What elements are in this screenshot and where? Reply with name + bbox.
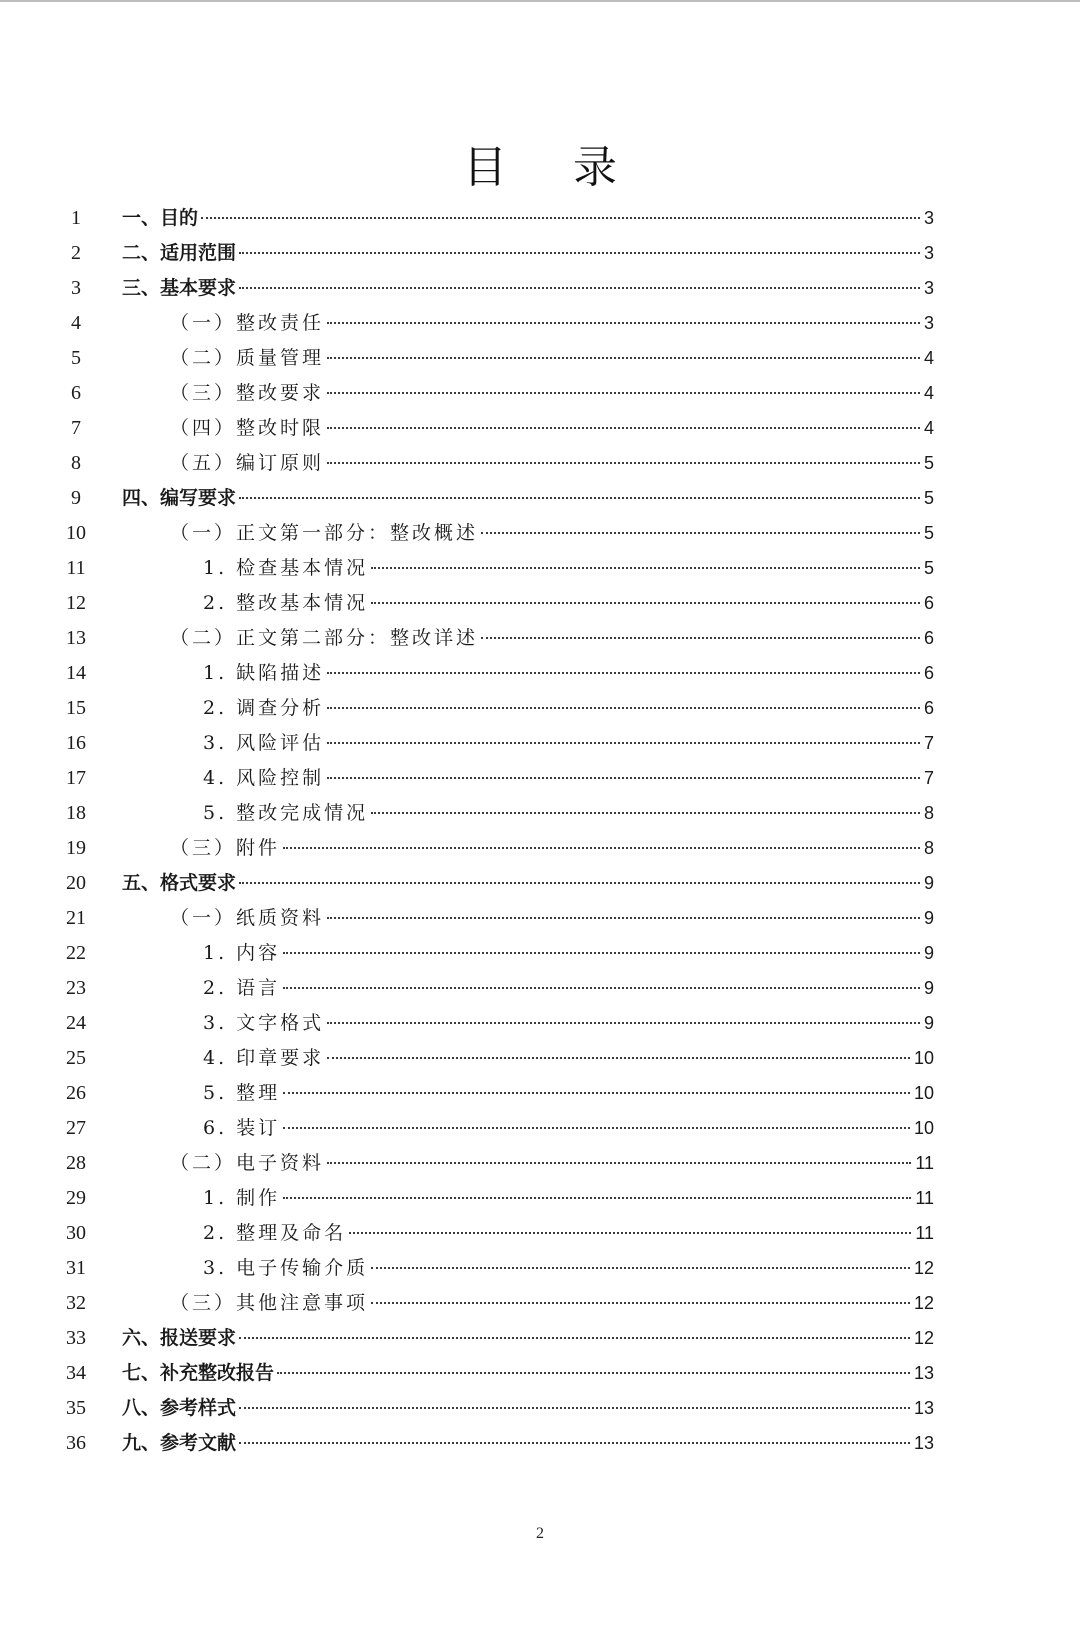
- toc-entry[interactable]: [203, 551, 934, 586]
- line-number: 14: [66, 662, 86, 684]
- toc-entry-label: 2. 调查分析: [203, 697, 325, 719]
- line-number: 31: [66, 1257, 86, 1279]
- toc-row[interactable]: [0, 901, 1080, 936]
- toc-entry-label: （二）电子资料: [170, 1152, 325, 1174]
- line-number: 28: [66, 1152, 86, 1174]
- dot-leader: [349, 1231, 911, 1234]
- toc-entry-label: 六、报送要求: [122, 1327, 237, 1349]
- dot-leader: [277, 1371, 910, 1374]
- toc-page-number: 6: [923, 663, 934, 683]
- dot-leader: [283, 1091, 910, 1094]
- toc-page-number: 10: [913, 1118, 934, 1138]
- toc-row[interactable]: [0, 831, 1080, 866]
- toc-row[interactable]: [0, 866, 1080, 901]
- toc-row[interactable]: [0, 1181, 1080, 1216]
- page-top-border: [0, 0, 1080, 2]
- dot-leader: [283, 986, 920, 989]
- toc-entry-label: 2. 整理及命名: [203, 1222, 347, 1244]
- toc-row[interactable]: [0, 796, 1080, 831]
- line-number: 35: [66, 1397, 86, 1419]
- toc-page-number: 4: [923, 383, 934, 403]
- toc-page-number: 3: [923, 278, 934, 298]
- dot-leader: [327, 356, 920, 359]
- line-number: 30: [66, 1222, 86, 1244]
- dot-leader: [327, 391, 920, 394]
- toc-entry-label: 4. 风险控制: [203, 767, 325, 789]
- dot-leader: [327, 1161, 911, 1164]
- toc-entry-label: 七、补充整改报告: [122, 1362, 275, 1384]
- line-number: 27: [66, 1117, 86, 1139]
- toc-page-number: 11: [915, 1223, 934, 1243]
- dot-leader: [327, 1021, 920, 1024]
- dot-leader: [327, 671, 920, 674]
- dot-leader: [327, 1056, 910, 1059]
- toc-page-number: 9: [923, 978, 934, 998]
- toc-entry[interactable]: [203, 1111, 934, 1146]
- toc-entry-label: 3. 风险评估: [203, 732, 325, 754]
- toc-row[interactable]: [0, 446, 1080, 481]
- toc-row[interactable]: [0, 341, 1080, 376]
- dot-leader: [239, 286, 920, 289]
- toc-page-number: 13: [913, 1398, 934, 1418]
- toc-row[interactable]: [0, 1426, 1080, 1461]
- toc-row[interactable]: [0, 306, 1080, 341]
- toc-entry[interactable]: [203, 726, 934, 761]
- toc-row[interactable]: [0, 516, 1080, 551]
- toc-row[interactable]: [0, 236, 1080, 271]
- toc-entry[interactable]: [170, 1286, 934, 1321]
- dot-leader: [283, 846, 920, 849]
- toc-row[interactable]: [0, 201, 1080, 236]
- toc-entry[interactable]: [122, 1426, 934, 1461]
- line-number: 19: [66, 837, 86, 859]
- toc-entry[interactable]: [170, 516, 934, 551]
- toc-entry[interactable]: [203, 761, 934, 796]
- toc-row[interactable]: [0, 656, 1080, 691]
- toc-entry[interactable]: [203, 691, 934, 726]
- toc-row[interactable]: [0, 1356, 1080, 1391]
- toc-entry-label: 1. 缺陷描述: [203, 662, 325, 684]
- toc-row[interactable]: [0, 761, 1080, 796]
- toc-entry-label: 3. 文字格式: [203, 1012, 325, 1034]
- toc-entry-label: 1. 制作: [203, 1187, 281, 1209]
- toc-row[interactable]: [0, 621, 1080, 656]
- line-number: 15: [66, 697, 86, 719]
- toc-entry-label: 五、格式要求: [122, 872, 237, 894]
- toc-entry[interactable]: [203, 1041, 934, 1076]
- toc-page-number: 3: [923, 208, 934, 228]
- toc-entry[interactable]: [203, 1251, 934, 1286]
- dot-leader: [371, 811, 920, 814]
- toc-page-number: 9: [923, 1013, 934, 1033]
- dot-leader: [239, 496, 920, 499]
- toc-page-number: 12: [913, 1293, 934, 1313]
- toc-row[interactable]: [0, 936, 1080, 971]
- toc-entry-label: 2. 语言: [203, 977, 281, 999]
- line-number: 36: [66, 1432, 86, 1454]
- toc-entry-label: 三、基本要求: [122, 277, 237, 299]
- toc-row[interactable]: [0, 1006, 1080, 1041]
- toc-row[interactable]: [0, 411, 1080, 446]
- toc-page-number: 12: [913, 1328, 934, 1348]
- toc-entry-label: 二、适用范围: [122, 242, 237, 264]
- dot-leader: [283, 1196, 911, 1199]
- line-number: 4: [71, 312, 81, 334]
- dot-leader: [239, 881, 920, 884]
- line-number: 33: [66, 1327, 86, 1349]
- toc-page-number: 6: [923, 593, 934, 613]
- toc-entry-label: （一）纸质资料: [170, 907, 325, 929]
- toc-row[interactable]: [0, 376, 1080, 411]
- line-number: 21: [66, 907, 86, 929]
- toc-entry[interactable]: [170, 1146, 934, 1181]
- toc-entry[interactable]: [170, 411, 934, 446]
- toc-entry-label: （四）整改时限: [170, 417, 325, 439]
- line-number: 29: [66, 1187, 86, 1209]
- line-number: 32: [66, 1292, 86, 1314]
- line-number: 8: [71, 452, 81, 474]
- toc-entry-label: 3. 电子传输介质: [203, 1257, 369, 1279]
- toc-entry[interactable]: [122, 1321, 934, 1356]
- line-number: 16: [66, 732, 86, 754]
- toc-entry[interactable]: [170, 376, 934, 411]
- toc-entry[interactable]: [203, 656, 934, 691]
- page-title: 目 录: [463, 142, 643, 193]
- toc-entry[interactable]: [122, 236, 934, 271]
- toc-entry[interactable]: [122, 1356, 934, 1391]
- line-number: 9: [71, 487, 81, 509]
- toc-entry[interactable]: [203, 936, 934, 971]
- line-number: 18: [66, 802, 86, 824]
- dot-leader: [327, 741, 920, 744]
- toc-entry-label: 八、参考样式: [122, 1397, 237, 1419]
- toc-entry[interactable]: [170, 306, 934, 341]
- toc-page-number: 9: [923, 873, 934, 893]
- toc-entry-label: （二）正文第二部分：整改详述: [170, 627, 479, 649]
- dot-leader: [481, 636, 920, 639]
- toc-row[interactable]: [0, 1146, 1080, 1181]
- toc-entry-label: 4. 印章要求: [203, 1047, 325, 1069]
- line-number: 5: [71, 347, 81, 369]
- toc-page-number: 7: [923, 733, 934, 753]
- line-number: 23: [66, 977, 86, 999]
- toc-row[interactable]: [0, 1251, 1080, 1286]
- toc-page-number: 5: [923, 523, 934, 543]
- toc-entry[interactable]: [203, 1006, 934, 1041]
- toc-page-number: 4: [923, 418, 934, 438]
- dot-leader: [283, 1126, 910, 1129]
- toc-page-number: 5: [923, 558, 934, 578]
- line-number: 25: [66, 1047, 86, 1069]
- toc-entry[interactable]: [170, 621, 934, 656]
- toc-entry[interactable]: [170, 341, 934, 376]
- toc-entry-label: 5. 整理: [203, 1082, 281, 1104]
- toc-entry[interactable]: [122, 201, 934, 236]
- dot-leader: [371, 566, 920, 569]
- toc-entry[interactable]: [122, 866, 934, 901]
- line-number: 2: [71, 242, 81, 264]
- toc-row[interactable]: [0, 551, 1080, 586]
- toc-page-number: 10: [913, 1048, 934, 1068]
- toc-entry[interactable]: [170, 901, 934, 936]
- dot-leader: [239, 251, 920, 254]
- page-number: 2: [536, 1525, 544, 1542]
- toc-entry-label: 1. 检查基本情况: [203, 557, 369, 579]
- toc-entry-label: （三）附件: [170, 837, 281, 859]
- toc-row[interactable]: [0, 1391, 1080, 1426]
- toc-row[interactable]: [0, 1216, 1080, 1251]
- toc-page-number: 11: [915, 1153, 934, 1173]
- toc-entry-label: （二）质量管理: [170, 347, 325, 369]
- line-number: 7: [71, 417, 81, 439]
- toc-page-number: 8: [923, 803, 934, 823]
- dot-leader: [327, 461, 920, 464]
- toc-entry-label: （一）整改责任: [170, 312, 325, 334]
- toc-page-number: 5: [923, 488, 934, 508]
- toc-page-number: 13: [913, 1363, 934, 1383]
- dot-leader: [239, 1406, 910, 1409]
- toc-row[interactable]: [0, 271, 1080, 306]
- toc-entry[interactable]: [203, 586, 934, 621]
- toc-entry-label: 5. 整改完成情况: [203, 802, 369, 824]
- dot-leader: [327, 321, 920, 324]
- dot-leader: [327, 706, 920, 709]
- line-number: 10: [66, 522, 86, 544]
- toc-entry-label: （一）正文第一部分：整改概述: [170, 522, 479, 544]
- dot-leader: [371, 1266, 910, 1269]
- toc-entry[interactable]: [203, 796, 934, 831]
- toc-entry-label: 四、编写要求: [122, 487, 237, 509]
- dot-leader: [371, 601, 920, 604]
- toc-entry-label: （三）整改要求: [170, 382, 325, 404]
- line-number: 20: [66, 872, 86, 894]
- toc-entry-label: 1. 内容: [203, 942, 281, 964]
- toc-entry-label: 6. 装订: [203, 1117, 281, 1139]
- toc-entry[interactable]: [203, 971, 934, 1006]
- toc-page-number: 11: [915, 1188, 934, 1208]
- toc-entry-label: （三）其他注意事项: [170, 1292, 369, 1314]
- toc-row[interactable]: [0, 1076, 1080, 1111]
- line-number: 34: [66, 1362, 86, 1384]
- toc-page-number: 4: [923, 348, 934, 368]
- toc-entry-label: （五）编订原则: [170, 452, 325, 474]
- toc-entry[interactable]: [203, 1076, 934, 1111]
- toc-entry[interactable]: [170, 446, 934, 481]
- dot-leader: [239, 1336, 910, 1339]
- toc-page-number: 5: [923, 453, 934, 473]
- toc-page-number: 3: [923, 313, 934, 333]
- toc-page-number: 8: [923, 838, 934, 858]
- dot-leader: [239, 1441, 910, 1444]
- toc-entry[interactable]: [122, 481, 934, 516]
- toc-row[interactable]: [0, 726, 1080, 761]
- toc-entry[interactable]: [122, 1391, 934, 1426]
- toc-row[interactable]: [0, 1321, 1080, 1356]
- toc-page-number: 12: [913, 1258, 934, 1278]
- line-number: 11: [66, 557, 86, 579]
- line-number: 1: [71, 207, 81, 229]
- dot-leader: [371, 1301, 910, 1304]
- toc-page-number: 3: [923, 243, 934, 263]
- line-number: 26: [66, 1082, 86, 1104]
- line-number: 13: [66, 627, 86, 649]
- dot-leader: [201, 216, 920, 219]
- toc-entry[interactable]: [170, 831, 934, 866]
- toc-row[interactable]: [0, 1111, 1080, 1146]
- line-number: 24: [66, 1012, 86, 1034]
- toc-row[interactable]: [0, 1041, 1080, 1076]
- dot-leader: [327, 916, 920, 919]
- toc-page-number: 10: [913, 1083, 934, 1103]
- toc-page-number: 9: [923, 908, 934, 928]
- toc-entry[interactable]: [203, 1216, 934, 1251]
- line-number: 3: [71, 277, 81, 299]
- dot-leader: [481, 531, 920, 534]
- line-number: 22: [66, 942, 86, 964]
- dot-leader: [327, 776, 920, 779]
- toc-entry[interactable]: [203, 1181, 934, 1216]
- line-number: 12: [66, 592, 86, 614]
- dot-leader: [327, 426, 920, 429]
- toc-row[interactable]: [0, 481, 1080, 516]
- toc-entry-label: 一、目的: [122, 207, 199, 229]
- toc-page-number: 13: [913, 1433, 934, 1453]
- toc-row[interactable]: [0, 1286, 1080, 1321]
- toc-row[interactable]: [0, 971, 1080, 1006]
- toc-page-number: 6: [923, 698, 934, 718]
- toc-entry[interactable]: [122, 271, 934, 306]
- toc-row[interactable]: [0, 586, 1080, 621]
- toc-page-number: 6: [923, 628, 934, 648]
- toc-page-number: 9: [923, 943, 934, 963]
- toc-row[interactable]: [0, 691, 1080, 726]
- toc-entry-label: 2. 整改基本情况: [203, 592, 369, 614]
- toc-entry-label: 九、参考文献: [122, 1432, 237, 1454]
- line-number: 6: [71, 382, 81, 404]
- line-number: 17: [66, 767, 86, 789]
- toc-page-number: 7: [923, 768, 934, 788]
- dot-leader: [283, 951, 920, 954]
